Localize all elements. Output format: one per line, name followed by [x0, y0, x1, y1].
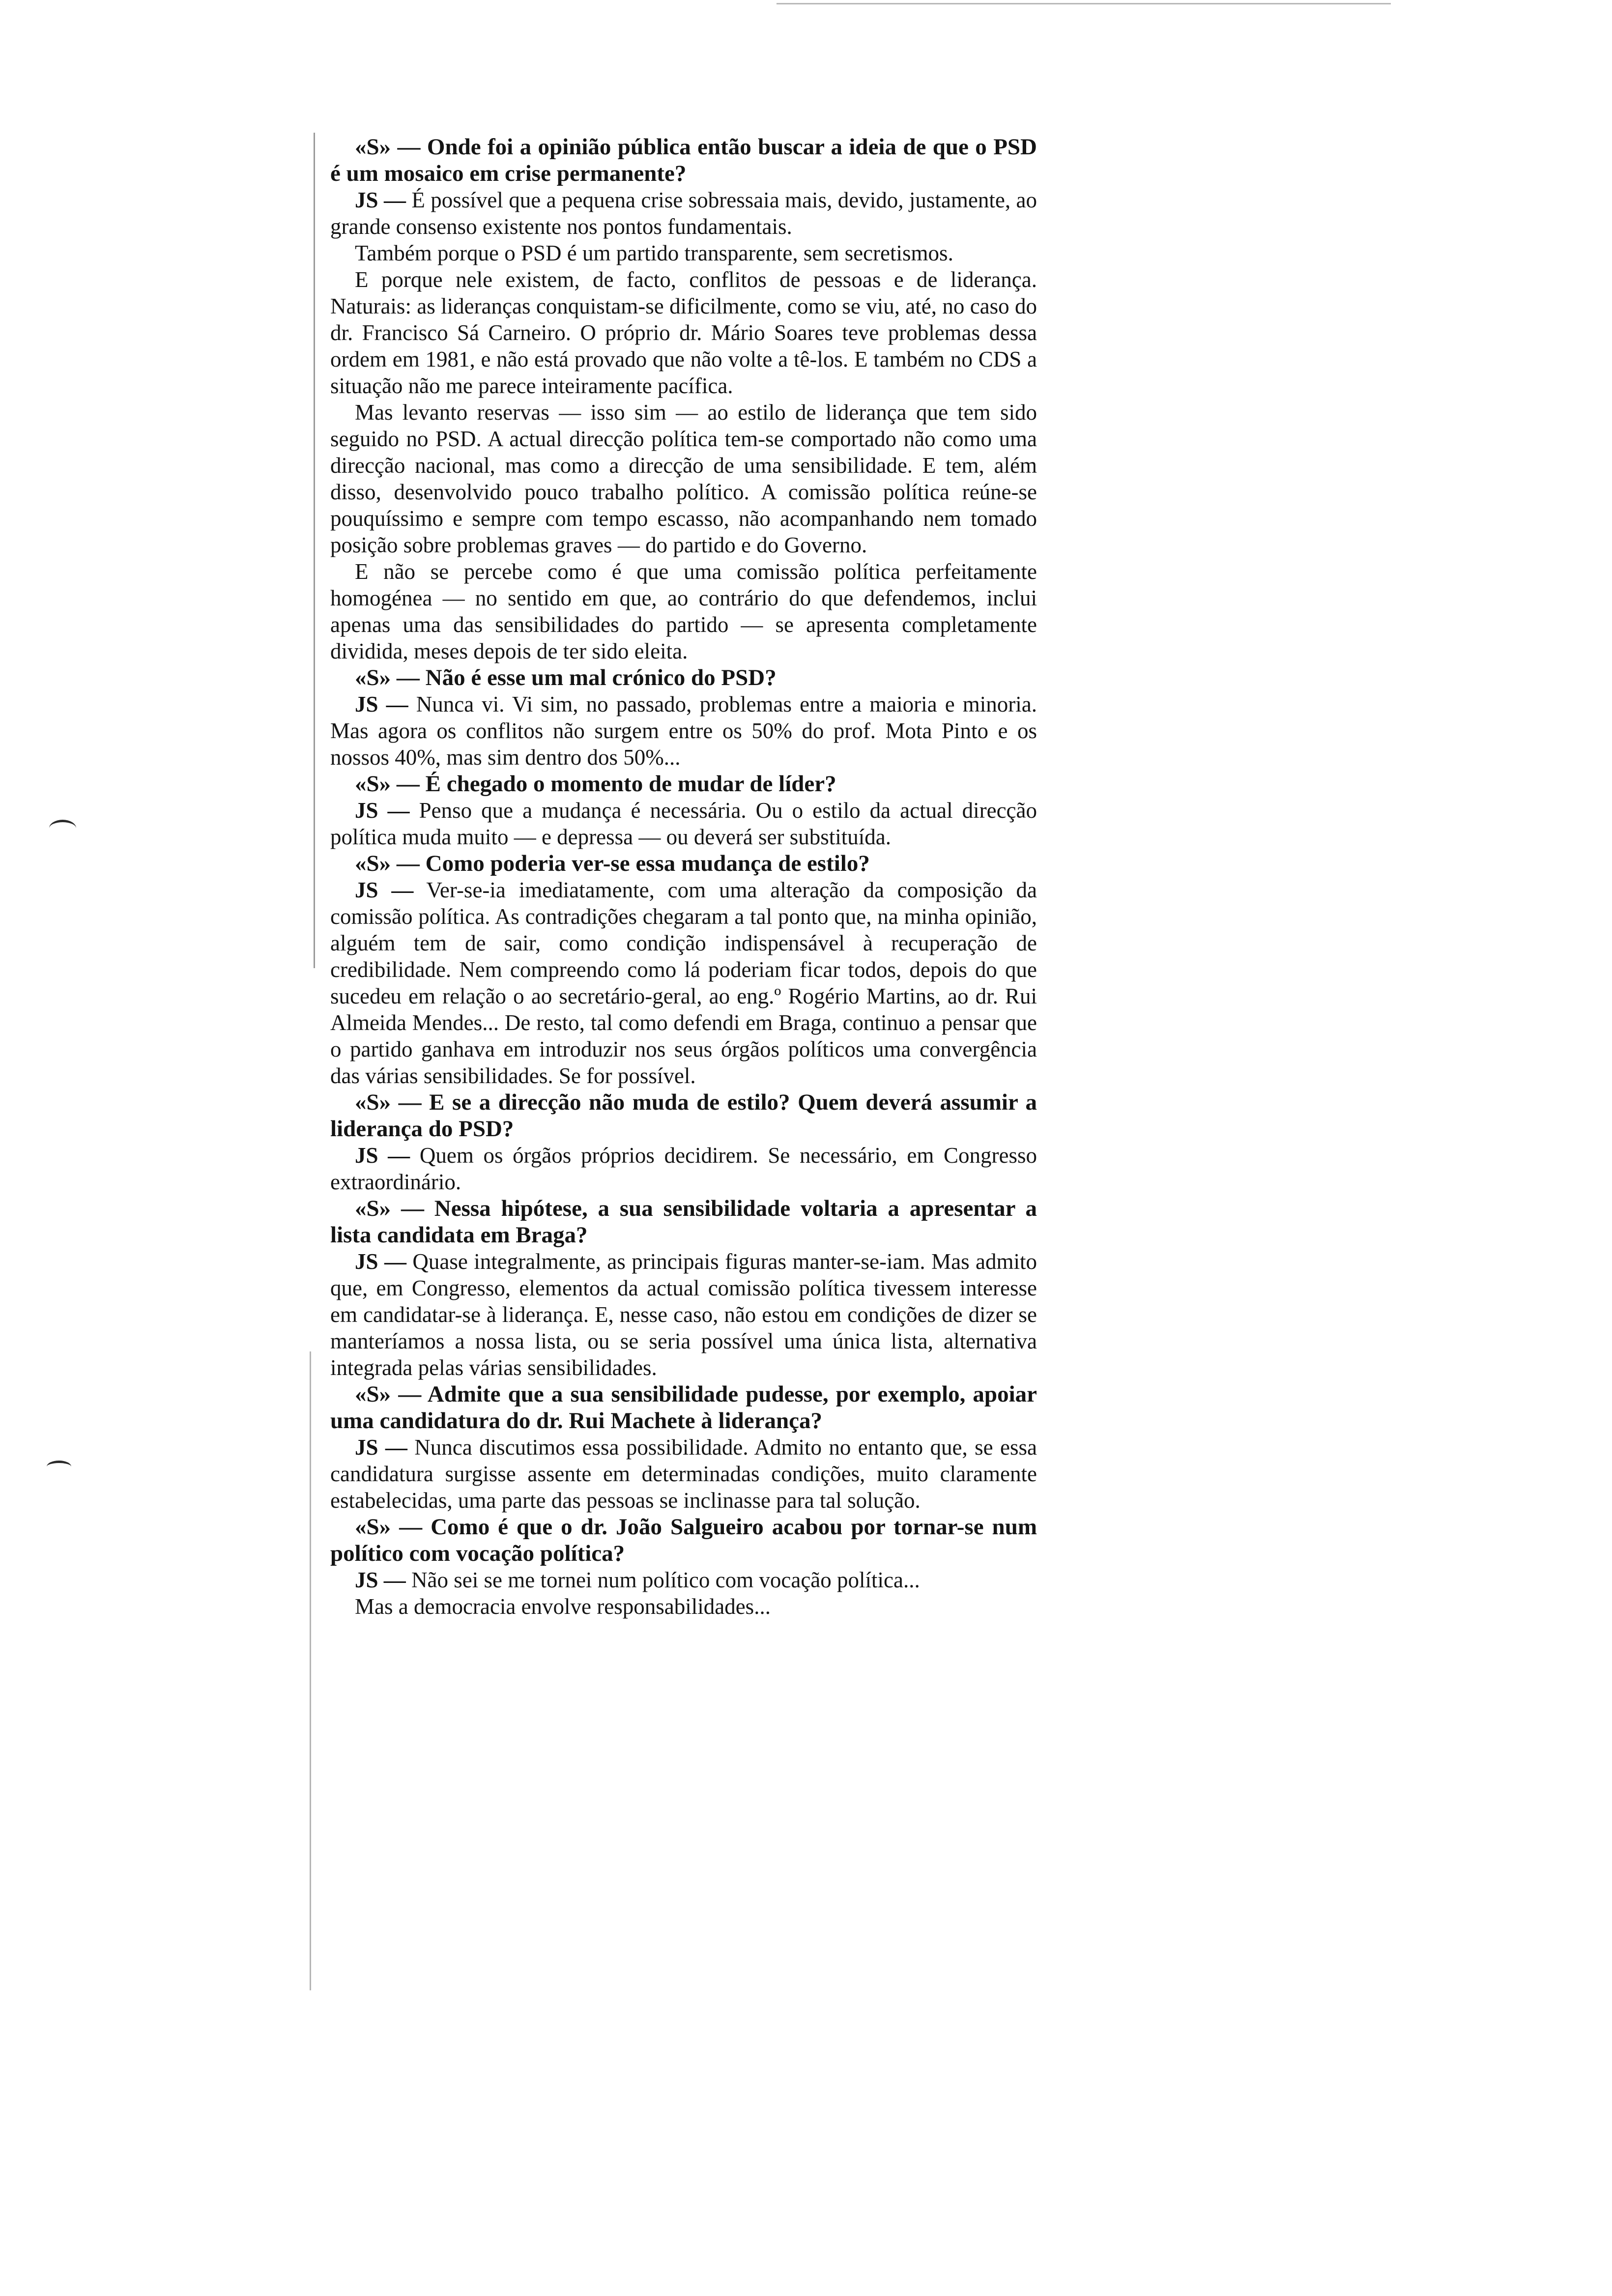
speaker-label: JS — — [355, 692, 408, 717]
scan-mark-left-lower — [47, 1461, 71, 1473]
answer-continuation — [330, 399, 1037, 558]
paragraph-text: «S» — Nessa hipótese, a sua sensibilidade voltaria a apresentar a lista candidata em Braga? — [330, 1196, 1037, 1248]
paragraph-text: Mas a democracia envolve responsabilidades... — [355, 1594, 771, 1619]
interview-article — [330, 134, 1037, 1620]
interview-question — [330, 134, 1037, 187]
interview-question — [330, 1089, 1037, 1142]
answer-continuation — [330, 558, 1037, 664]
answer-continuation — [330, 1593, 1037, 1620]
paragraph-text: Nunca discutimos essa possibilidade. Admito no entanto que, se essa candidatura surgisse assente em determinadas condições, muito claramente estabelecidas, uma parte das pessoas se inclinasse para tal solução. — [330, 1435, 1037, 1513]
paragraph-text: «S» — Como poderia ver-se essa mudança de estilo? — [355, 851, 870, 876]
answer-continuation — [330, 266, 1037, 399]
paragraph-text: «S» — E se a direcção não muda de estilo? Quem deverá assumir a liderança do PSD? — [330, 1090, 1037, 1142]
paragraph-text: Mas levanto reservas — isso sim — ao estilo de liderança que tem sido seguido no PSD. A actual direcção política tem-se comportado não como uma direcção nacional, mas como a direcção de uma sensibilidade. E tem, além disso, desenvolvido pouco trabalho político. A comissão política reúne-se pouquíssimo e sempre com tempo escasso, não acompanhando nem tomado posição sobre problemas graves — do partido e do Governo. — [330, 400, 1037, 557]
paragraph-text: Não sei se me tornei num político com vocação política... — [405, 1568, 920, 1592]
interview-answer — [330, 797, 1037, 850]
interview-answer — [330, 1142, 1037, 1195]
paragraph-text: Penso que a mudança é necessária. Ou o estilo da actual direcção política muda muito — e depressa — ou deverá ser substituída. — [330, 798, 1037, 849]
interview-question — [330, 850, 1037, 877]
paragraph-text: «S» — Não é esse um mal crónico do PSD? — [355, 665, 777, 690]
paragraph-text: Também porque o PSD é um partido transparente, sem secretismos. — [355, 241, 953, 265]
paragraph-text: Quem os órgãos próprios decidirem. Se necessário, em Congresso extraordinário. — [330, 1143, 1037, 1194]
speaker-label: JS — — [355, 1143, 410, 1168]
column-rule-lower — [310, 1351, 311, 1990]
paragraph-text: Nunca vi. Vi sim, no passado, problemas entre a maioria e minoria. Mas agora os conflitos não surgem entre os 50% do prof. Mota Pinto e os nossos 40%, mas sim dentro dos 50%... — [330, 692, 1037, 770]
paragraph-text: «S» — Onde foi a opinião pública então buscar a ideia de que o PSD é um mosaico em crise permanente? — [330, 134, 1037, 186]
paragraph-text: É possível que a pequena crise sobressaia mais, devido, justamente, ao grande consenso existente nos pontos fundamentais. — [330, 188, 1037, 239]
interview-answer — [330, 691, 1037, 771]
paragraph-text: Quase integralmente, as principais figuras manter-se-iam. Mas admito que, em Congresso, elementos da actual comissão política tivessem interesse em candidatar-se à liderança. E, nesse caso, não estou em condições de dizer se manteríamos a nossa lista, ou se seria possível uma única lista, alternativa integrada pelas várias sensibilidades. — [330, 1249, 1037, 1380]
paragraph-text: Ver-se-ia imediatamente, com uma alteração da composição da comissão política. As contradições chegaram a tal ponto que, na minha opinião, alguém tem de sair, como condição indispensável à recuperação de credibilidade. Nem compreendo como lá poderiam ficar todos, depois do que sucedeu em relação o ao secretário-geral, ao eng.º Rogério Martins, ao dr. Rui Almeida Mendes... De resto, tal como defendi em Braga, continuo a pensar que o partido ganhava em introduzir nos seus órgãos políticos uma convergência das várias sensibilidades. Se for possível. — [330, 878, 1037, 1088]
scan-edge-line — [777, 3, 1391, 4]
speaker-label: JS — — [355, 1568, 406, 1592]
paragraph-text: «S» — É chegado o momento de mudar de líder? — [355, 771, 836, 797]
interview-question — [330, 664, 1037, 691]
speaker-label: JS — — [355, 1435, 407, 1460]
answer-continuation — [330, 240, 1037, 266]
speaker-label: JS — — [355, 188, 406, 212]
speaker-label: JS — — [355, 798, 410, 823]
speaker-label: JS — — [355, 878, 414, 902]
column-rule — [314, 133, 315, 968]
paragraph-text: E porque nele existem, de facto, conflitos de pessoas e de liderança. Naturais: as lideranças conquistam-se dificilmente, como se viu, até, no caso do dr. Francisco Sá Carneiro. O próprio dr. Mário Soares teve problemas dessa ordem em 1981, e não está provado que não volte a tê-los. E também no CDS a situação não me parece inteiramente pacífica. — [330, 267, 1037, 398]
interview-question — [330, 1195, 1037, 1248]
interview-answer — [330, 1248, 1037, 1381]
scan-mark-left — [49, 820, 76, 837]
speaker-label: JS — — [355, 1249, 406, 1274]
paragraph-text: «S» — Como é que o dr. João Salgueiro acabou por tornar-se num político com vocação política? — [330, 1514, 1037, 1566]
interview-answer — [330, 1434, 1037, 1514]
interview-answer — [330, 1567, 1037, 1593]
interview-answer — [330, 187, 1037, 240]
paragraph-text: «S» — Admite que a sua sensibilidade pudesse, por exemplo, apoiar uma candidatura do dr. Rui Machete à liderança? — [330, 1381, 1037, 1434]
paragraph-text: E não se percebe como é que uma comissão política perfeitamente homogénea — no sentido em que, ao contrário do que defendemos, inclui apenas uma das sensibilidades do partido — se apresenta completamente dividida, meses depois de ter sido eleita. — [330, 559, 1037, 663]
interview-question — [330, 771, 1037, 797]
interview-answer — [330, 877, 1037, 1089]
interview-question — [330, 1381, 1037, 1434]
interview-question — [330, 1514, 1037, 1567]
